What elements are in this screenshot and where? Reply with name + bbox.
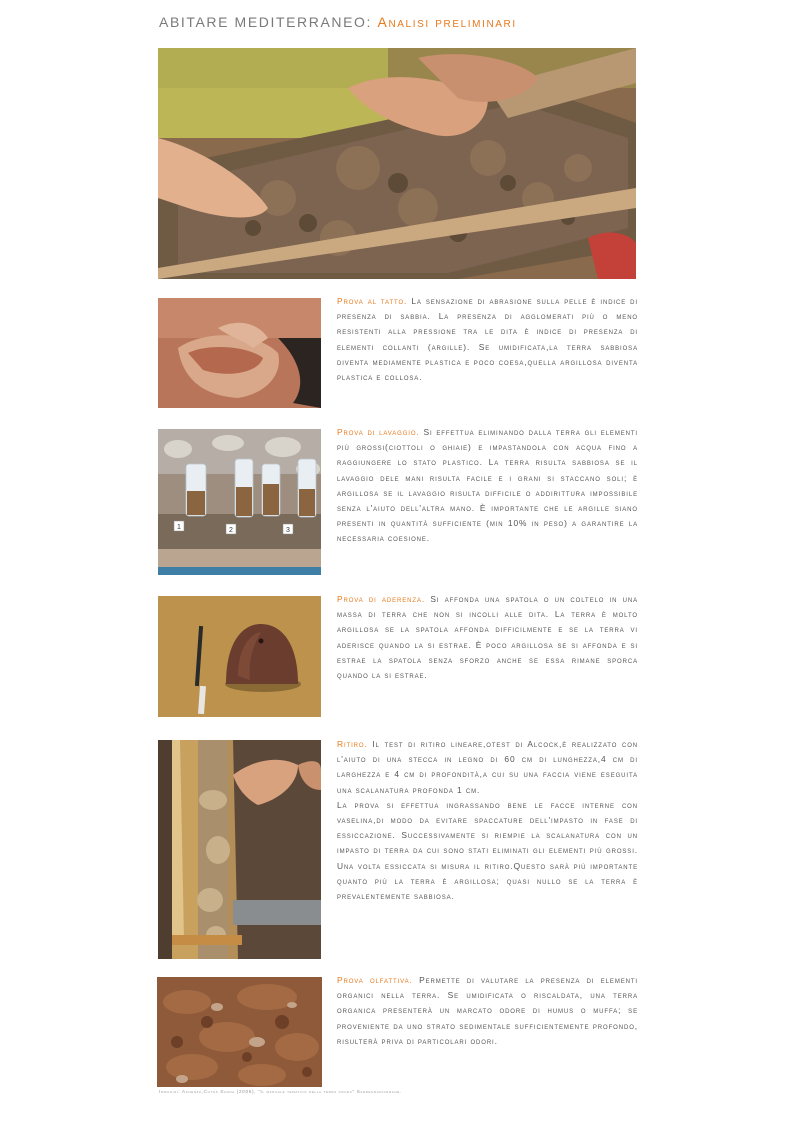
section-smell-test [337,973,638,1049]
page-title [159,11,639,33]
jar-label-1: 1 [177,524,181,531]
photo-adherence-test [158,596,321,717]
section-heading: Prova di aderenza. [337,594,426,604]
section-text-2: La prova si effettua ingrassando bene le facce interne con vaselina,di modo da evitare spaccature dell'impasto in fase di essiccazione. Successivamente si riempie la scalanatura con un impasto di terra da cui sono stati eliminati gli elementi più grossi. Una volta essiccata si misura il ritiro.Questo sarà più importante quanto più la terra è argillosa; quasi nullo se la terra è prevalentemente sabbiosa. [337,799,638,902]
section-touch-test [337,294,638,385]
title-sub: Analisi preliminari [377,14,517,30]
section-heading: Prova olfattiva. [337,975,413,985]
section-washing-test [337,425,638,547]
image-credits: Immagini: Achenza,Cutos Sanna (2006), "Il manuale tematico della terra cruda" Sardegnaricerche. [159,1090,402,1095]
section-heading: Ritiro. [337,739,368,749]
photo-touch-test [158,298,321,408]
jar-label-2: 2 [229,527,233,534]
section-heading: Prova di lavaggio. [337,427,420,437]
hero-photo-sieve [158,48,636,279]
section-text: Si affonda una spatola o un coltelo in una massa di terra che non si incolli alle dita. La terra è molto argillosa se la spatola affonda difficilmente e se la terra vi aderisce quando la si estrae. È poco argillosa se si affonda e si estrae la spatola senza sforzo anche se essa rimane sporca quando la si estrae. [337,594,638,681]
section-adherence-test [337,592,638,683]
section-shrinkage-test [337,737,638,904]
photo-washing-test [158,429,321,575]
photo-shrinkage-test [158,740,321,959]
section-heading: Prova al tatto. [337,296,408,306]
section-text: Si effettua eliminando dalla terra gli elementi più grossi(ciottoli o ghiaie) e impastandola con acqua fino a raggiungere lo stato plastico. La terra risulta sabbiosa se il lavaggio dele mani risulta facile e i grani si staccano soli; è argillosa se il lavaggio risulta difficile o addirittura impossibile senza l'aiuto dell'altra mano. È importante che le argille siano presenti in quantità sufficiente (min 10% in peso) a garantire la necessaria coesione. [337,427,638,544]
section-text: Permette di valutare la presenza di elementi organici nella terra. Se umidificata o riscaldata, una terra organica presenterà un marcato odore di humus o muffa; se proveniente da uno strato sedimentale sufficientemente profondo, risulterà priva di particolari odori. [337,975,638,1046]
section-text: Il test di ritiro lineare,otest di Alcock,è realizzato con l'aiuto di una stecca in legno di 60 cm di lunghezza,4 cm di larghezza e 4 cm di profondità,a cui su una faccia viene eseguita una scalanatura profonda 1 cm. [337,739,639,795]
section-text: La sensazione di abrasione sulla pelle è indice di presenza di sabbia. La presenza di agglomerati più o meno resistenti alla pressione tra le dita è indice di presenza di elementi collanti (argille). Se umidificata,la terra sabbiosa diventa mediamente plastica e poco coesa,quella argillosa diventa plastica e collosa. [337,296,638,383]
photo-smell-test [157,977,322,1087]
title-main: ABITARE MEDITERRANEO: [159,14,373,30]
jar-label-3: 3 [286,527,290,534]
